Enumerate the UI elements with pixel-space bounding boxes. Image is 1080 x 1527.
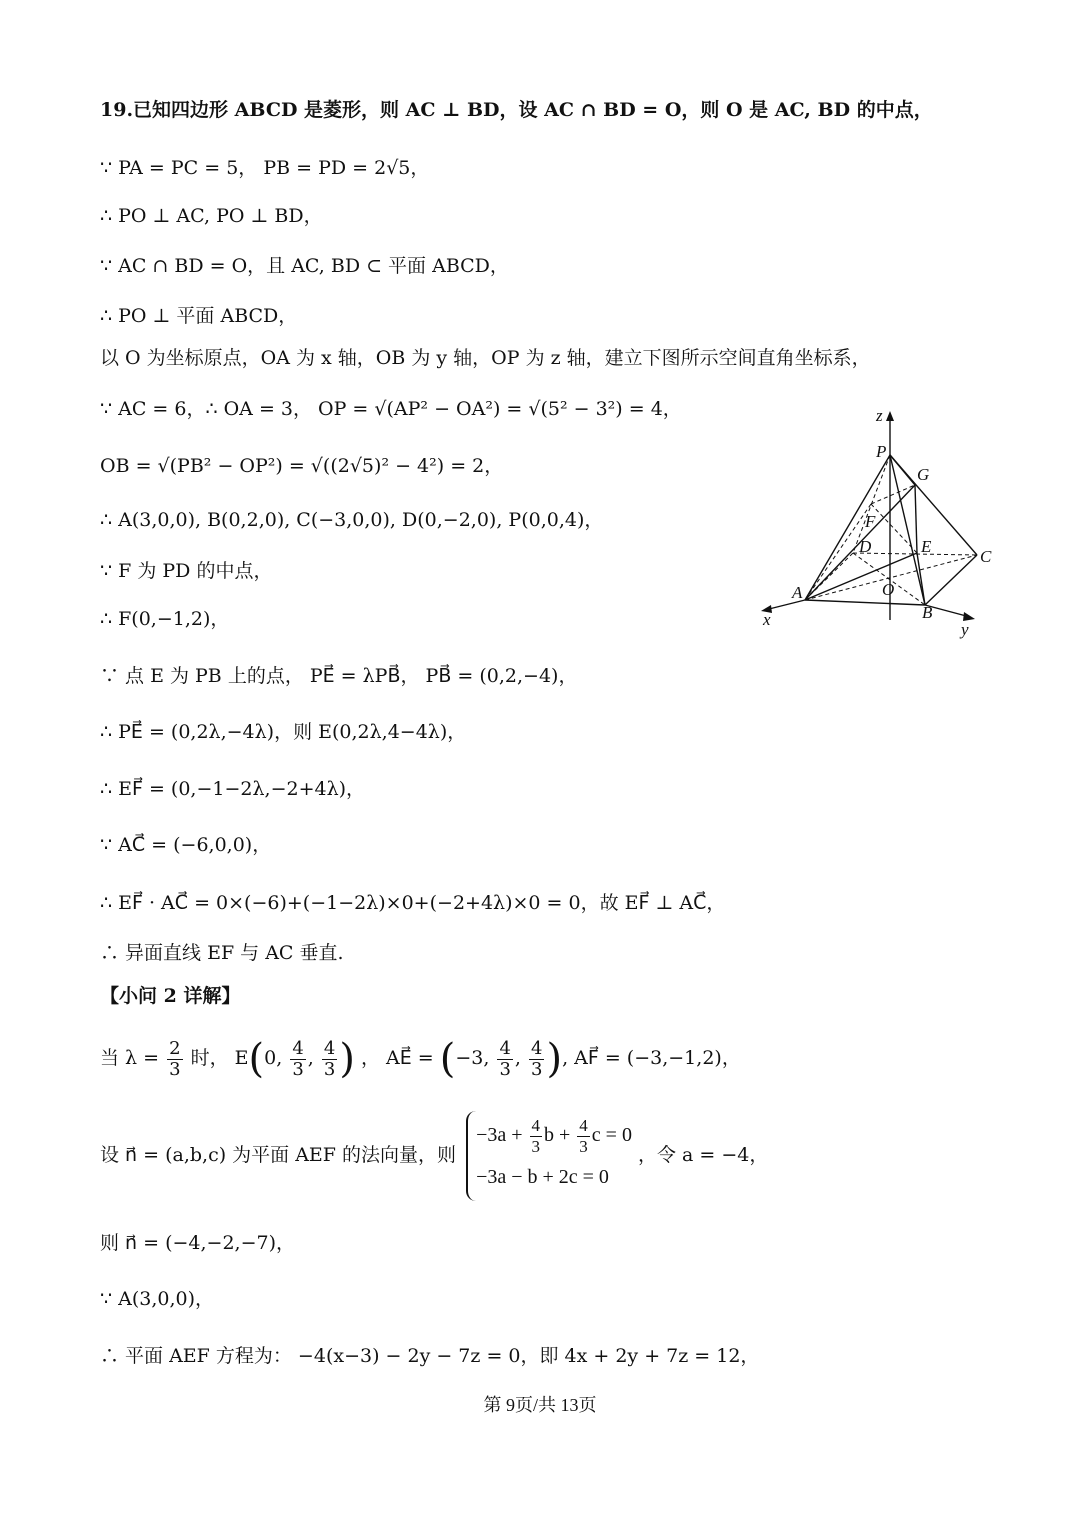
line-22: ∴ 平面 AEF 方程为： −4(x−3) − 2y − 7z = 0，即 4x + 2y + 7z = 12， [100,1345,760,1367]
ae-z-fraction: $\frac{4}{3}$ [531,1037,543,1080]
label-G: G [917,465,930,484]
normal-suffix: ，令 a = −4， [637,1144,769,1166]
z-arrow [886,411,894,421]
label-O: O [882,580,895,599]
line-11: ∴ F(0,−1,2)， [100,608,230,630]
equation-system [466,1111,632,1201]
edge-AE [805,553,917,600]
edge-AB [805,600,925,605]
line-1: 19.已知四边形 ABCD 是菱形，则 AC ⊥ BD，设 AC ∩ BD = O，则 O 是 AC, BD 的中点， [100,99,933,121]
e-y-fraction: $\frac{4}{3}$ [292,1037,304,1080]
edge-EB [917,553,925,605]
lambda-prefix: 当 λ = [100,1047,160,1069]
equation-2: −3a − b + 2c = 0 [476,1165,609,1188]
equation-1: −3a + $\frac{4}{3}$ b + $\frac{4}{3}$ c = 0 [476,1115,632,1156]
label-x: x [763,610,771,629]
dashed-FE [871,504,917,553]
line-17: ∴ 异面直线 EF 与 AC 垂直. [100,942,344,964]
section-heading: 【小问 2 详解】 [100,985,241,1007]
line-9: ∴ A(3,0,0), B(0,2,0), C(−3,0,0), D(0,−2,0), P(0,0,4)， [100,509,604,531]
edge-GE [915,485,917,553]
line-20: 则 n⃗ = (−4,−2,−7)， [100,1232,296,1254]
lambda-mid2: ， AE⃗ = [360,1047,434,1069]
line-6: 以 O 为坐标原点，OA 为 x 轴，OB 为 y 轴，OP 为 z 轴，建立下图所示空间直角坐标系， [100,347,871,369]
line-12: ∵ 点 E 为 PB 上的点， PE⃗ = λPB⃗， PB⃗ = (0,2,−4)， [100,665,578,687]
line-2: ∵ PA = PC = 5， PB = PD = 2√5， [100,157,430,179]
pyramid-figure [755,405,1015,645]
line-3: ∴ PO ⊥ AC, PO ⊥ BD， [100,205,323,227]
line-14: ∴ EF⃗ = (0,−1−2λ,−2+4λ)， [100,778,366,800]
page-footer: 第 9页/共 13页 [483,1395,597,1415]
line-5: ∴ PO ⊥ 平面 ABCD， [100,305,298,327]
label-y: y [961,620,969,639]
line-13: ∴ PE⃗ = (0,2λ,−4λ)，则 E(0,2λ,4−4λ)， [100,721,467,743]
lambda-tail: , AF⃗ = (−3,−1,2)， [562,1047,741,1069]
line-7: ∵ AC = 6，∴ OA = 3， OP = √(AP² − OA²) = √(5² − 3²) = 4， [100,398,682,420]
line-15: ∵ AC⃗ = (−6,0,0)， [100,834,272,856]
line-10: ∵ F 为 PD 的中点， [100,560,273,582]
label-E: E [921,537,932,556]
line-21: ∵ A(3,0,0)， [100,1288,215,1310]
label-z: z [876,406,883,425]
lambda-line: 当 λ = $\frac{2}{3}$ 时， E(0, $\frac{4}{3}$ , $\frac{4}{3}$ ) ， AE⃗ = (−3, $\frac{4}{3}$ , $\frac{4}{3}$ ), AF⃗ = (−3,−1,2)， [100,1036,741,1082]
label-A: A [792,583,803,602]
label-P: P [876,442,887,461]
normal-vector-line [100,1110,768,1201]
label-B: B [922,603,933,622]
e-z-fraction: $\frac{4}{3}$ [323,1037,336,1080]
lambda-fraction: $\frac{2}{3}$ [169,1037,181,1080]
e-first: 0, [264,1047,283,1069]
label-D: D [859,537,872,556]
ae-y-fraction: $\frac{4}{3}$ [499,1037,511,1080]
line-16: ∴ EF⃗ · AC⃗ = 0×(−6)+(−1−2λ)×0+(−2+4λ)×0 = 0，故 EF⃗ ⊥ AC⃗， [100,892,726,914]
line-4: ∵ AC ∩ BD = O，且 AC, BD ⊂ 平面 ABCD， [100,255,509,277]
normal-prefix: 设 n⃗ = (a,b,c) 为平面 AEF 的法向量，则 [100,1144,457,1166]
lambda-mid1: 时， E [190,1047,249,1069]
ae-first: −3, [455,1047,490,1069]
label-C: C [980,547,992,566]
edge-PA [805,455,890,600]
label-F: F [865,512,876,531]
edge-BC [925,555,977,605]
line-8: OB = √(PB² − OP²) = √((2√5)² − 4²) = 2， [100,455,504,477]
